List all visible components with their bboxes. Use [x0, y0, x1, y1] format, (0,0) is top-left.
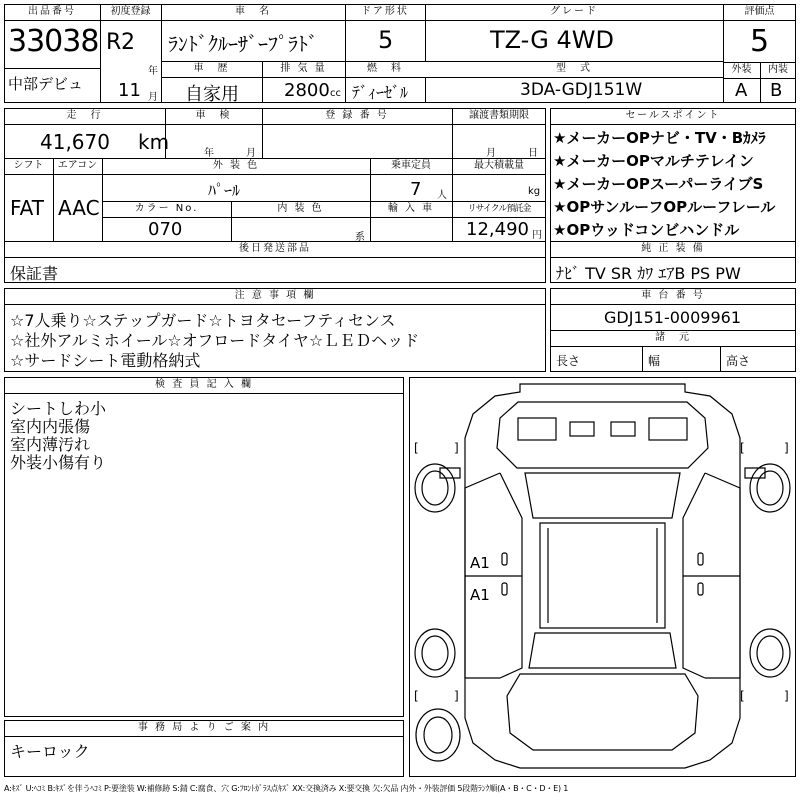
color-no-label: カラー No.	[134, 203, 199, 214]
sales-point-3: ★メーカーOPスーパーライブS	[553, 175, 764, 193]
displacement-label: 排 気 量	[280, 63, 327, 74]
color-no-value: 070	[148, 219, 183, 240]
capacity-value: 7	[410, 179, 422, 200]
int-color-unit: 系	[355, 232, 365, 243]
ext-color-label: 外 装 色	[212, 160, 260, 171]
plate-label: 登 録 番 号	[325, 110, 389, 121]
grade-label: グレード	[550, 6, 598, 17]
inspection-month-unit: 月	[246, 148, 256, 159]
capacity-unit: 人	[437, 190, 447, 201]
inspection-label: 車 検	[195, 110, 232, 121]
score-label: 評価点	[744, 6, 775, 17]
dims-height: 高さ	[726, 354, 751, 368]
svg-text:[: [	[740, 441, 745, 455]
notes-line-2: ☆社外アルミホイール☆オフロードタイヤ☆ＬＥＤヘッド	[10, 331, 420, 350]
inspector-label: 検 査 員 記 入 欄	[155, 379, 253, 390]
shift-label: シフト	[13, 160, 44, 171]
displacement-unit: cc	[330, 88, 341, 99]
dims-width: 幅	[648, 354, 661, 368]
era: R	[106, 30, 122, 55]
fuel-value: ﾃﾞｨｰｾﾞﾙ	[352, 83, 409, 102]
aircon-label: エアコン	[57, 160, 98, 171]
transfer-label: 譲渡書類期限	[469, 110, 529, 121]
first-reg-label: 初度登録	[110, 6, 151, 17]
transfer-day-unit: 日	[528, 148, 538, 159]
damage-mark-2: A1	[470, 586, 490, 604]
int-score-value: B	[770, 80, 783, 101]
inspector-line-4: 外装小傷有り	[10, 453, 107, 472]
debut-label: 中部デビュ	[8, 75, 84, 93]
damage-mark-1: A1	[470, 554, 490, 572]
mileage-value: 41,670	[40, 130, 110, 154]
shift-value: FAT	[10, 196, 45, 220]
mileage-label: 走 行	[66, 110, 103, 121]
lot-number: 33038	[8, 24, 99, 59]
svg-text:[: [	[414, 441, 419, 455]
history-label: 車 歴	[193, 63, 230, 74]
chassis-value: GDJ151-0009961	[604, 308, 742, 327]
capacity-label: 乗車定員	[391, 160, 431, 171]
svg-text:]: ]	[784, 689, 789, 703]
score-value: 5	[750, 24, 770, 59]
reg-year: 2	[121, 30, 135, 55]
ext-score-label: 外装	[731, 64, 752, 75]
sales-points-label: セールスポイント	[625, 110, 721, 121]
import-label: 輸 入 車	[387, 203, 435, 214]
later-parts-value: 保証書	[10, 264, 59, 283]
dims-length: 長さ	[556, 354, 581, 368]
max-load-unit: kg	[528, 186, 541, 197]
office-label: 事 務 局 よ り ご 案 内	[137, 722, 271, 733]
svg-text:]: ]	[454, 441, 459, 455]
lot-label: 出品番号	[28, 6, 76, 17]
inspector-line-3: 室内薄汚れ	[10, 435, 91, 454]
fuel-label: 燃 料	[367, 63, 403, 74]
dims-label: 諸 元	[655, 332, 691, 343]
svg-text:[: [	[414, 689, 419, 703]
inspection-year-unit: 年	[204, 148, 214, 159]
recycle-label: リサイクル預託金	[467, 204, 531, 214]
legend: A:ｷｽﾞ U:ﾍｺﾐ B:ｷｽﾞを伴うﾍｺﾐ P:要塗装 W:補修跡 S:錆 C:腐食、穴 G:ﾌﾛﾝﾄｶﾞﾗｽ点ｷｽﾞ XX:交換済み X:要交換 欠:欠品 内外・外装評価 5段階ﾗﾝｸ順(A・B・C・D・E) 1	[4, 784, 569, 793]
int-score-label: 内装	[768, 64, 788, 75]
displacement-value: 2800	[284, 80, 330, 101]
recycle-unit: 円	[532, 230, 542, 241]
ext-color-value: ﾊﾟｰﾙ	[208, 181, 241, 200]
notes-label: 注 意 事 項 欄	[234, 290, 316, 301]
inspector-line-2: 室内内張傷	[10, 417, 91, 436]
reg-month-unit: 月	[148, 92, 158, 103]
notes-line-3: ☆サードシート電動格納式	[10, 351, 201, 370]
equipment-label: 純 正 装 備	[641, 243, 705, 254]
aircon-value: AAC	[58, 196, 100, 220]
reg-year-unit: 年	[148, 66, 158, 77]
doors-value: 5	[378, 26, 394, 54]
sales-point-2: ★メーカーOPマルチテレイン	[553, 152, 754, 170]
equipment-value: ﾅﾋﾞ TV SR ｶﾜ ｴｱB PS PW	[556, 264, 741, 283]
transfer-month-unit: 月	[486, 148, 496, 159]
sales-point-5: ★OPウッドコンビハンドル	[553, 221, 740, 239]
sales-point-4: ★OPサンルーフOPルーフレール	[553, 198, 776, 216]
grade-value: TZ-G 4WD	[490, 26, 614, 54]
reg-month: 11	[118, 80, 141, 101]
history-value: 自家用	[185, 84, 239, 105]
chassis-label: 車 台 番 号	[641, 290, 705, 301]
car-name-label: 車 名	[235, 6, 271, 17]
car-diagram	[409, 377, 796, 777]
svg-text:]: ]	[784, 441, 789, 455]
later-parts-label: 後日発送部品	[239, 243, 311, 254]
model-label: 型 式	[556, 63, 592, 74]
car-diagram-svg	[410, 378, 795, 776]
sales-point-1: ★メーカーOPナビ・TV・Bｶﾒﾗ	[553, 129, 766, 147]
inspector-line-1: シートしわ小	[10, 399, 107, 418]
svg-text:[: [	[740, 689, 745, 703]
recycle-value: 12,490	[466, 219, 529, 240]
max-load-label: 最大積載量	[474, 160, 524, 171]
car-name-value: ﾗﾝﾄﾞｸﾙｰｻﾞｰﾌﾟﾗﾄﾞ	[168, 32, 318, 56]
mileage-unit: km	[138, 130, 170, 154]
svg-text:]: ]	[454, 689, 459, 703]
model-value: 3DA-GDJ151W	[520, 80, 643, 100]
doors-label: ドア形状	[361, 6, 409, 17]
notes-line-1: ☆7人乗り☆ステップガード☆トヨタセーフティセンス	[10, 311, 396, 330]
office-value: キーロック	[10, 742, 90, 761]
ext-score-value: A	[735, 80, 748, 101]
int-color-label: 内 装 色	[277, 203, 324, 214]
